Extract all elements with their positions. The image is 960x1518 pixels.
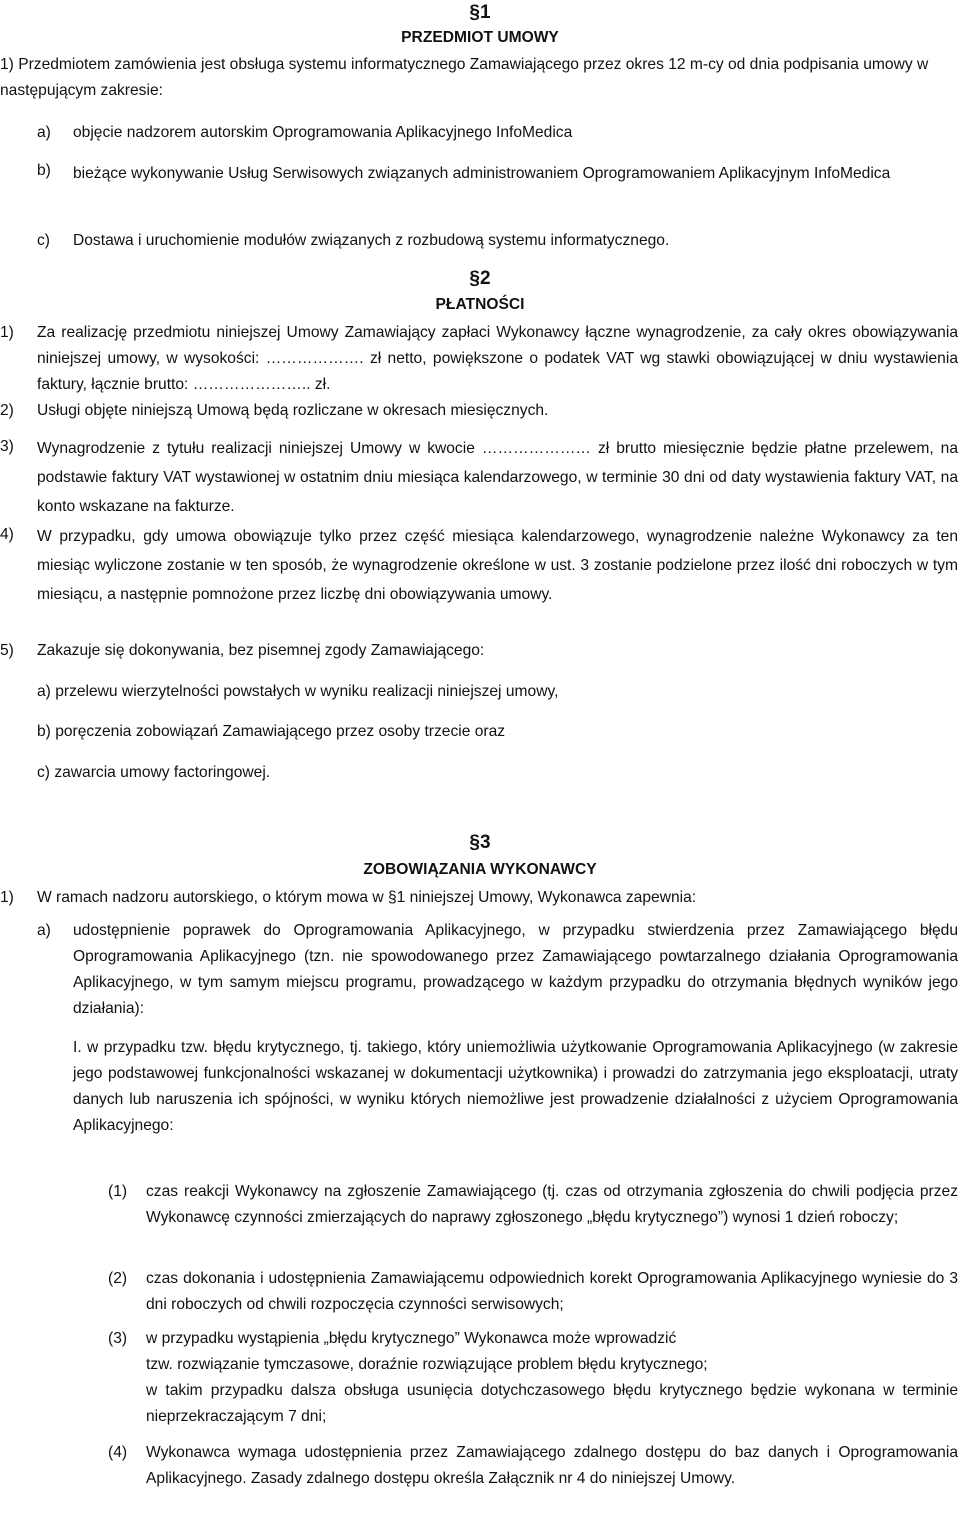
section-3-number: §3 <box>469 832 491 853</box>
s3-a-label: a) <box>37 922 51 939</box>
s3-i-text: I. w przypadku tzw. błędu krytycznego, tj. takiego, który uniemożliwia użytkowanie Oprogramowania Aplikacyjnego (w zakresie jego podstawowej funkcjonalności wskazanej w dokumentacji użytkownika) i prowadzi do zatrzymania jego eksploatacji, utraty danych lub naruszenia ich spójności, w wyniku których niemożliwe jest prowadzenie działalności z użyciem Oprogramowania Aplikacyjnego: <box>73 1039 958 1134</box>
section-2-number: §2 <box>469 268 491 289</box>
s2-item-1-text: Za realizację przedmiotu niniejszej Umowy Zamawiający zapłaci Wykonawcy łączne wynagrodzenie, za cały okres obowiązywania niniejszej umowy, w wysokości: ………………. zł netto, powiększone o podatek VAT wg stawki obowiązującej w dniu wystawienia faktury, łącznie brutto: ………………….. zł. <box>37 324 958 393</box>
s3-point-1-text: czas reakcji Wykonawcy na zgłoszenie Zamawiającego (tj. czas od otrzymania zgłoszenia do chwili podjęcia przez Wykonawcę czynności zmierzających do naprawy zgłoszonego „błędu krytycznego”) wynosi 1 dzień roboczy; <box>146 1183 958 1226</box>
s2-item-2-label: 2) <box>0 402 14 419</box>
s2-item-2-text: Usługi objęte niniejszą Umową będą rozliczane w okresach miesięcznych. <box>37 402 549 419</box>
section-2-title: PŁATNOŚCI <box>435 296 525 313</box>
s3-point-3-line-3: w takim przypadku dalsza obsługa usunięcia dotychczasowego błędu krytycznego będzie wykonana w terminie nieprzekraczającym 7 dni; <box>146 1382 958 1425</box>
s3-point-2-text: czas dokonania i udostępnienia Zamawiającemu odpowiednich korekt Oprogramowania Aplikacyjnego wyniesie do 3 dni roboczych od chwili rozpoczęcia czynności serwisowych; <box>146 1270 958 1313</box>
s3-intro-text: W ramach nadzoru autorskiego, o którym mowa w §1 niniejszej Umowy, Wykonawca zapewnia: <box>37 889 697 906</box>
section-1-intro: 1) Przedmiotem zamówienia jest obsługa systemu informatycznego Zamawiającego przez okres 12 m-cy od dnia podpisania umowy w następującym zakresie: <box>0 56 929 99</box>
s1-item-c-text: Dostawa i uruchomienie modułów związanych z rozbudową systemu informatycznego. <box>73 232 670 249</box>
section-1-title: PRZEDMIOT UMOWY <box>401 29 559 46</box>
s3-point-3-line-1: w przypadku wystąpienia „błędu krytycznego” Wykonawca może wprowadzić <box>146 1330 677 1347</box>
s3-point-1-label: (1) <box>108 1183 128 1200</box>
s1-item-c-label: c) <box>37 232 50 249</box>
s3-point-3-label: (3) <box>108 1330 128 1347</box>
s2-sub-c: c) zawarcia umowy factoringowej. <box>37 764 271 781</box>
s2-item-3-label: 3) <box>0 438 14 455</box>
s2-sub-b: b) poręczenia zobowiązań Zamawiającego przez osoby trzecie oraz <box>37 723 506 740</box>
section-1-number: §1 <box>469 2 491 23</box>
s3-intro-label: 1) <box>0 889 14 906</box>
s2-item-4-label: 4) <box>0 526 14 543</box>
s3-point-4-label: (4) <box>108 1444 128 1461</box>
s1-item-b-label: b) <box>37 162 51 179</box>
s2-item-5-text: Zakazuje się dokonywania, bez pisemnej zgody Zamawiającego: <box>37 642 485 659</box>
s2-sub-a: a) przelewu wierzytelności powstałych w wyniku realizacji niniejszej umowy, <box>37 683 559 700</box>
s1-item-b-text: bieżące wykonywanie Usług Serwisowych związanych administrowaniem Oprogramowaniem Aplikacyjnym InfoMedica <box>73 165 891 182</box>
s3-point-3-line-2: tzw. rozwiązanie tymczasowe, doraźnie rozwiązujące problem błędu krytycznego; <box>146 1356 708 1373</box>
s1-item-a-text: objęcie nadzorem autorskim Oprogramowania Aplikacyjnego InfoMedica <box>73 124 573 141</box>
s3-a-text: udostępnienie poprawek do Oprogramowania Aplikacyjnego, w przypadku stwierdzenia przez Zamawiającego błędu Oprogramowania Aplikacyjnego (tzn. nie spowodowanego przez Zamawiającego powtarzalnego działania Oprogramowania Aplikacyjnego, w tym samym miejscu programu, prowadzącego w każdym przypadku do otrzymania błędnych wyników jego działania): <box>73 922 958 1017</box>
s3-point-4-text: Wykonawca wymaga udostępnienia przez Zamawiającego zdalnego dostępu do baz danych i Oprogramowania Aplikacyjnego. Zasady zdalnego dostępu określa Załącznik nr 4 do niniejszej Umowy. <box>146 1444 958 1487</box>
section-3-title: ZOBOWIĄZANIA WYKONAWCY <box>363 861 597 878</box>
s2-item-5-label: 5) <box>0 642 14 659</box>
s2-item-4-text: W przypadku, gdy umowa obowiązuje tylko przez część miesiąca kalendarzowego, wynagrodzenie należne Wykonawcy za ten miesiąc wyliczone zostanie w ten sposób, że wynagrodzenie określone w ust. 3 zostanie podzielone przez ilość dni roboczych w tym miesiącu, a następnie pomnożone przez liczbę dni obowiązywania umowy. <box>37 528 958 603</box>
s3-point-2-label: (2) <box>108 1270 128 1287</box>
s2-item-1-label: 1) <box>0 324 14 341</box>
s2-item-3-text: Wynagrodzenie z tytułu realizacji niniejszej Umowy w kwocie ………………… zł brutto miesięcznie będzie płatne przelewem, na podstawie faktury VAT wystawionej w ostatnim dniu miesiąca kalendarzowego, w terminie 30 dni od daty wystawienia faktury VAT, na konto wskazane na fakturze. <box>37 440 958 515</box>
s1-item-a-label: a) <box>37 124 51 141</box>
